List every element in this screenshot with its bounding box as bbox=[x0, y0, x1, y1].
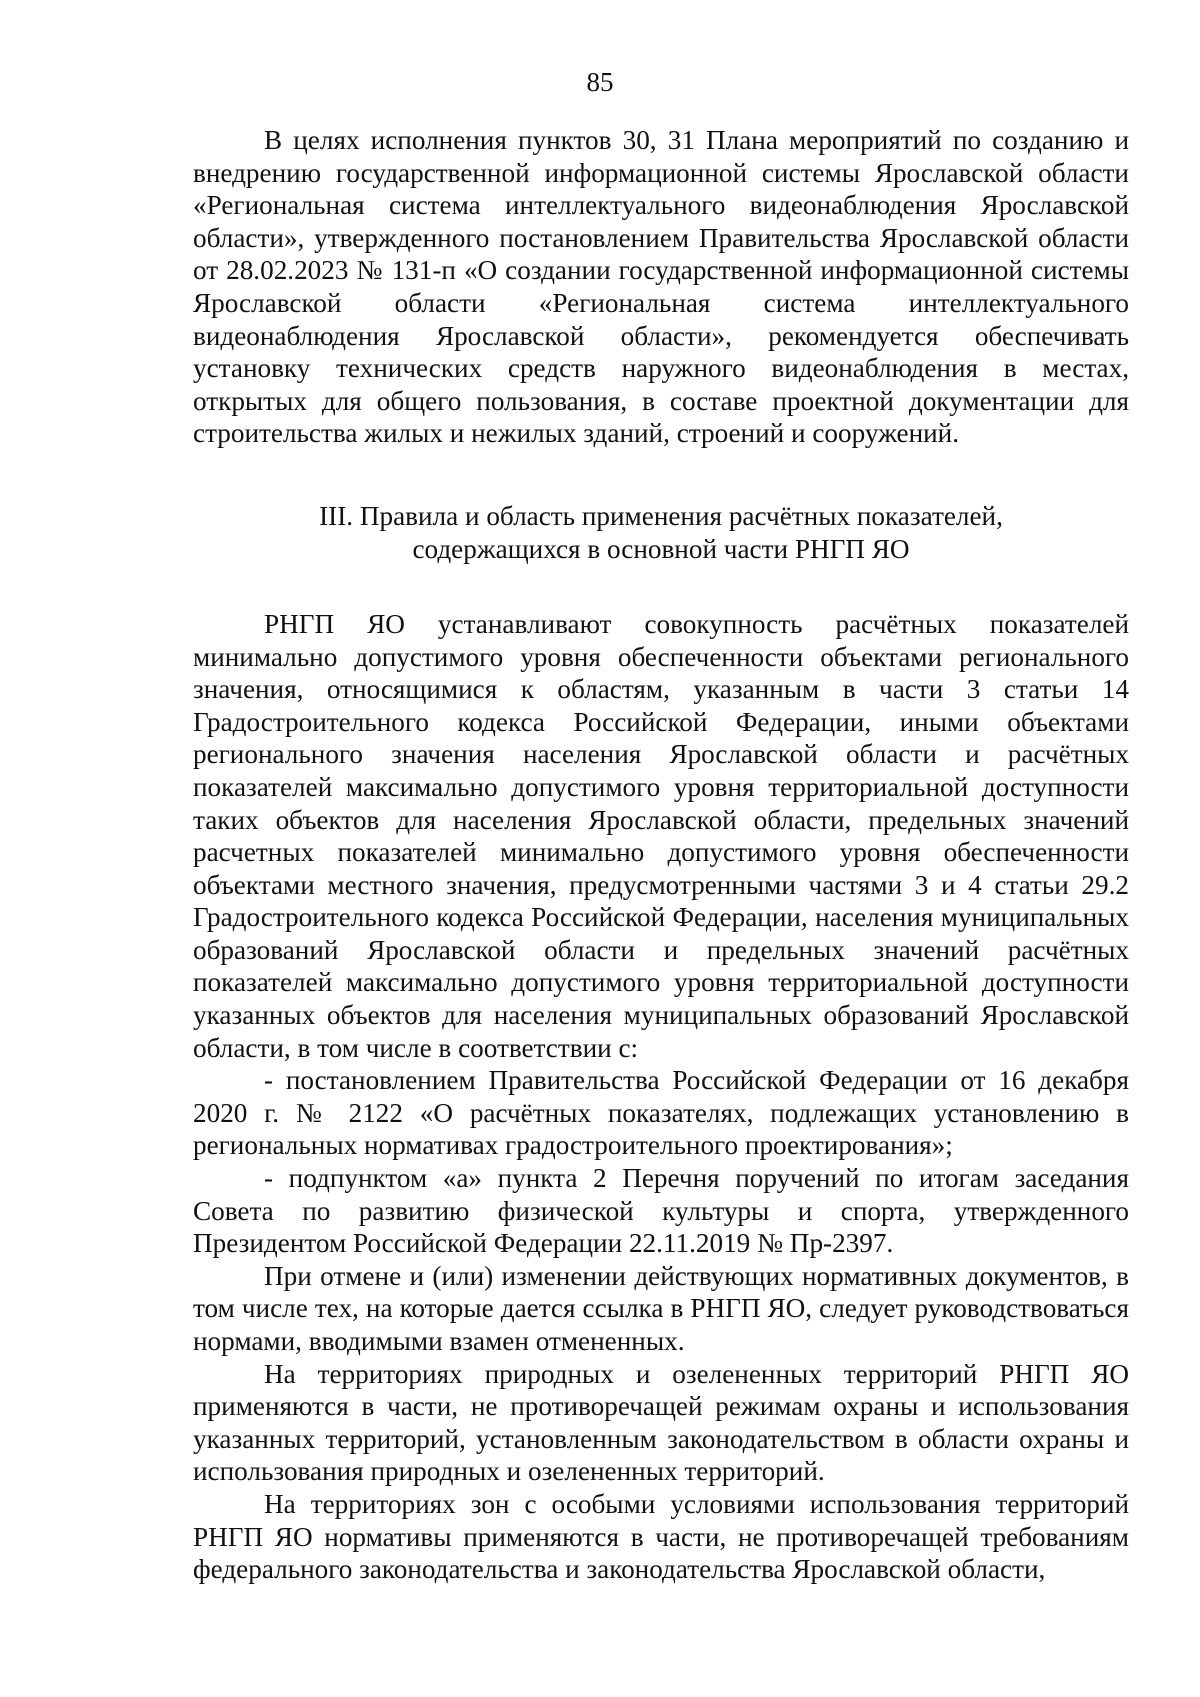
section-paragraph-3: На территориях природных и озелененных территорий РНГП ЯО применяются в части, не противоречащей режимам охраны и использования указанных территорий, установленным законодательством в области охраны и использования природных и озелененных территорий. bbox=[193, 1358, 1129, 1487]
section-paragraph-4: На территориях зон с особыми условиями использования территорий РНГП ЯО нормативы применяются в части, не противоречащей требованиям федерального законодательства и законодательства Ярославской области, bbox=[193, 1488, 1129, 1585]
list-item-1: - постановлением Правительства Российской Федерации от 16 декабря 2020 г. № 2122 «О расчётных показателях, подлежащих установлению в региональных нормативах градостроительного проектирования»; bbox=[193, 1065, 1129, 1161]
section-heading bbox=[193, 500, 1129, 566]
page-number: 85 bbox=[586, 67, 614, 97]
section-paragraph-1: РНГП ЯО устанавливают совокупность расчётных показателей минимально допустимого уровня обеспеченности объектами регионального значения, относящимися к областям, указанным в части 3 статьи 14 Градостроительного кодекса Российской Федерации, иными объектами регионального значения населения Ярославской области и расчётных показателей максимально допустимого уровня территориальной доступности таких объектов для населения Ярославской области, предельных значений расчетных показателей минимально допустимого уровня обеспеченности объектами местного значения, предусмотренными частями 3 и 4 статьи 29.2 Градостроительного кодекса Российской Федерации, населения муниципальных образований Ярославской области и предельных значений расчётных показателей максимально допустимого уровня территориальной доступности указанных объектов для населения муниципальных образований Ярославской области, в том числе в соответствии с: bbox=[193, 608, 1129, 1063]
section-paragraph-2: При отмене и (или) изменении действующих нормативных документов, в том числе тех, на которые дается ссылка в РНГП ЯО, следует руководствоваться нормами, вводимыми взамен отмененных. bbox=[193, 1260, 1129, 1356]
section-heading-line-1: III. Правила и область применения расчётных показателей, bbox=[319, 500, 1003, 531]
intro-paragraph: В целях исполнения пунктов 30, 31 Плана мероприятий по созданию и внедрению государственной информационной системы Ярославской области «Региональная система интеллектуального видеонаблюдения Ярославской области», утвержденного постановлением Правительства Ярославской области от 28.02.2023 № 131-п «О создании государственной информационной системы Ярославской области «Региональная система интеллектуального видеонаблюдения Ярославской области», рекомендуется обеспечивать установку технических средств наружного видеонаблюдения в местах, открытых для общего пользования, в составе проектной документации для строительства жилых и нежилых зданий, строений и сооружений. bbox=[193, 125, 1129, 449]
list-item-2: - подпунктом «а» пункта 2 Перечня поручений по итогам заседания Совета по развитию физической культуры и спорта, утвержденного Президентом Российской Федерации 22.11.2019 № Пр-2397. bbox=[193, 1163, 1129, 1259]
section-heading-line-2: содержащихся в основной части РНГП ЯО bbox=[412, 533, 910, 564]
document-body bbox=[193, 124, 1129, 1586]
